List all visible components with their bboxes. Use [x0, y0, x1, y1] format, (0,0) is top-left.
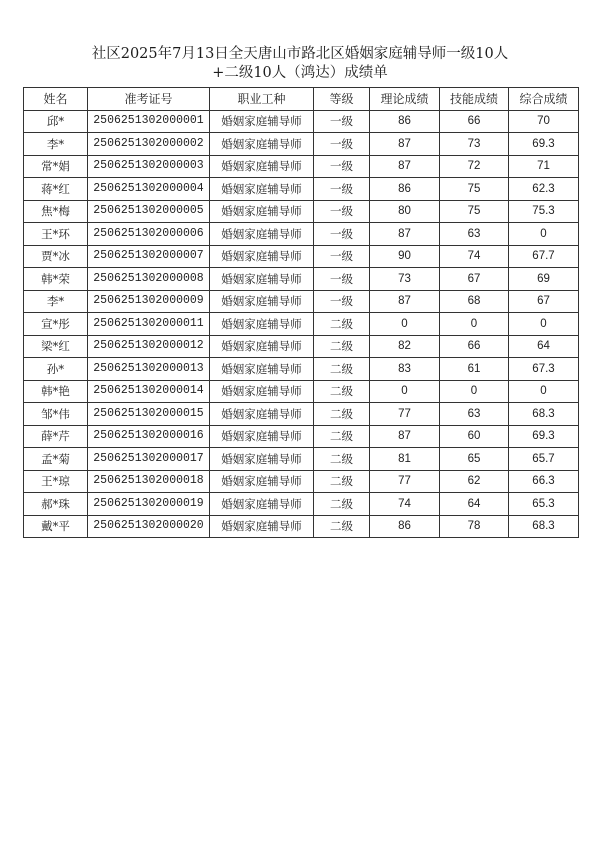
table-row — [24, 515, 579, 538]
cell-exam-id: 2506251302000019 — [88, 493, 210, 516]
table-row — [24, 313, 579, 336]
cell-level: 二级 — [314, 448, 370, 471]
cell-name: 李* — [24, 133, 88, 156]
cell-total-score: 71 — [509, 155, 579, 178]
cell-skill-score: 78 — [440, 515, 509, 538]
cell-theory-score: 86 — [370, 178, 440, 201]
column-header-skill-score: 技能成绩 — [440, 88, 509, 111]
cell-exam-id: 2506251302000003 — [88, 155, 210, 178]
cell-level: 一级 — [314, 268, 370, 291]
cell-level: 二级 — [314, 493, 370, 516]
cell-level: 一级 — [314, 133, 370, 156]
cell-exam-id: 2506251302000005 — [88, 200, 210, 223]
cell-exam-id: 2506251302000016 — [88, 425, 210, 448]
table-row — [24, 290, 579, 313]
cell-theory-score: 82 — [370, 335, 440, 358]
cell-name: 邱* — [24, 110, 88, 133]
cell-skill-score: 73 — [440, 133, 509, 156]
cell-total-score: 62.3 — [509, 178, 579, 201]
cell-total-score: 67.7 — [509, 245, 579, 268]
cell-occupation: 婚姻家庭辅导师 — [210, 470, 314, 493]
cell-total-score: 68.3 — [509, 515, 579, 538]
cell-occupation: 婚姻家庭辅导师 — [210, 200, 314, 223]
cell-total-score: 67.3 — [509, 358, 579, 381]
cell-total-score: 0 — [509, 380, 579, 403]
cell-theory-score: 87 — [370, 133, 440, 156]
cell-theory-score: 80 — [370, 200, 440, 223]
cell-level: 一级 — [314, 245, 370, 268]
cell-skill-score: 63 — [440, 403, 509, 426]
table-row — [24, 155, 579, 178]
cell-theory-score: 87 — [370, 155, 440, 178]
cell-name: 贾*冰 — [24, 245, 88, 268]
cell-skill-score: 74 — [440, 245, 509, 268]
cell-theory-score: 73 — [370, 268, 440, 291]
cell-occupation: 婚姻家庭辅导师 — [210, 155, 314, 178]
cell-exam-id: 2506251302000020 — [88, 515, 210, 538]
cell-total-score: 70 — [509, 110, 579, 133]
cell-theory-score: 86 — [370, 515, 440, 538]
cell-name: 郝*珠 — [24, 493, 88, 516]
cell-occupation: 婚姻家庭辅导师 — [210, 133, 314, 156]
cell-occupation: 婚姻家庭辅导师 — [210, 268, 314, 291]
score-table-body — [24, 110, 579, 538]
cell-total-score: 64 — [509, 335, 579, 358]
cell-level: 一级 — [314, 290, 370, 313]
cell-exam-id: 2506251302000011 — [88, 313, 210, 336]
score-table-header — [24, 88, 579, 111]
table-row — [24, 245, 579, 268]
column-header-occupation: 职业工种 — [210, 88, 314, 111]
cell-skill-score: 65 — [440, 448, 509, 471]
cell-total-score: 67 — [509, 290, 579, 313]
cell-occupation: 婚姻家庭辅导师 — [210, 313, 314, 336]
cell-skill-score: 72 — [440, 155, 509, 178]
cell-total-score: 65.7 — [509, 448, 579, 471]
cell-exam-id: 2506251302000015 — [88, 403, 210, 426]
cell-skill-score: 61 — [440, 358, 509, 381]
cell-exam-id: 2506251302000002 — [88, 133, 210, 156]
cell-level: 二级 — [314, 470, 370, 493]
score-table — [23, 87, 579, 538]
cell-name: 戴*平 — [24, 515, 88, 538]
cell-name: 王*环 — [24, 223, 88, 246]
cell-occupation: 婚姻家庭辅导师 — [210, 358, 314, 381]
document-title — [0, 45, 600, 83]
column-header-name: 姓名 — [24, 88, 88, 111]
table-row — [24, 403, 579, 426]
table-row — [24, 133, 579, 156]
cell-level: 二级 — [314, 380, 370, 403]
cell-occupation: 婚姻家庭辅导师 — [210, 448, 314, 471]
cell-occupation: 婚姻家庭辅导师 — [210, 223, 314, 246]
cell-total-score: 65.3 — [509, 493, 579, 516]
cell-name: 孟*菊 — [24, 448, 88, 471]
cell-level: 一级 — [314, 178, 370, 201]
cell-exam-id: 2506251302000012 — [88, 335, 210, 358]
cell-level: 二级 — [314, 358, 370, 381]
cell-name: 邹*伟 — [24, 403, 88, 426]
cell-skill-score: 64 — [440, 493, 509, 516]
cell-name: 薛*芹 — [24, 425, 88, 448]
cell-exam-id: 2506251302000018 — [88, 470, 210, 493]
header-row — [24, 88, 579, 111]
cell-exam-id: 2506251302000006 — [88, 223, 210, 246]
cell-occupation: 婚姻家庭辅导师 — [210, 335, 314, 358]
cell-theory-score: 81 — [370, 448, 440, 471]
cell-skill-score: 62 — [440, 470, 509, 493]
cell-level: 二级 — [314, 313, 370, 336]
table-row — [24, 358, 579, 381]
cell-level: 一级 — [314, 155, 370, 178]
cell-theory-score: 0 — [370, 313, 440, 336]
cell-exam-id: 2506251302000004 — [88, 178, 210, 201]
cell-exam-id: 2506251302000013 — [88, 358, 210, 381]
cell-theory-score: 86 — [370, 110, 440, 133]
cell-exam-id: 2506251302000001 — [88, 110, 210, 133]
cell-level: 一级 — [314, 200, 370, 223]
cell-theory-score: 87 — [370, 425, 440, 448]
cell-theory-score: 77 — [370, 403, 440, 426]
cell-total-score: 68.3 — [509, 403, 579, 426]
cell-name: 韩*艳 — [24, 380, 88, 403]
cell-level: 二级 — [314, 515, 370, 538]
cell-occupation: 婚姻家庭辅导师 — [210, 403, 314, 426]
cell-total-score: 69 — [509, 268, 579, 291]
cell-occupation: 婚姻家庭辅导师 — [210, 290, 314, 313]
table-row — [24, 470, 579, 493]
cell-name: 蒋*红 — [24, 178, 88, 201]
cell-name: 孙* — [24, 358, 88, 381]
table-row — [24, 493, 579, 516]
cell-theory-score: 77 — [370, 470, 440, 493]
cell-level: 二级 — [314, 403, 370, 426]
cell-skill-score: 0 — [440, 380, 509, 403]
table-row — [24, 178, 579, 201]
title-line-2: +二级10人（鸿达）成绩单 — [212, 65, 388, 81]
cell-skill-score: 66 — [440, 335, 509, 358]
cell-theory-score: 87 — [370, 223, 440, 246]
cell-name: 宣*彤 — [24, 313, 88, 336]
table-row — [24, 200, 579, 223]
column-header-exam-id: 准考证号 — [88, 88, 210, 111]
cell-exam-id: 2506251302000009 — [88, 290, 210, 313]
cell-skill-score: 0 — [440, 313, 509, 336]
cell-exam-id: 2506251302000017 — [88, 448, 210, 471]
column-header-theory-score: 理论成绩 — [370, 88, 440, 111]
cell-skill-score: 63 — [440, 223, 509, 246]
cell-theory-score: 83 — [370, 358, 440, 381]
table-row — [24, 380, 579, 403]
table-row — [24, 335, 579, 358]
cell-name: 李* — [24, 290, 88, 313]
cell-total-score: 69.3 — [509, 425, 579, 448]
cell-exam-id: 2506251302000014 — [88, 380, 210, 403]
cell-name: 王*琼 — [24, 470, 88, 493]
table-row — [24, 268, 579, 291]
cell-occupation: 婚姻家庭辅导师 — [210, 110, 314, 133]
cell-level: 一级 — [314, 223, 370, 246]
cell-skill-score: 75 — [440, 178, 509, 201]
cell-skill-score: 66 — [440, 110, 509, 133]
table-row — [24, 110, 579, 133]
table-row — [24, 448, 579, 471]
cell-theory-score: 74 — [370, 493, 440, 516]
cell-name: 韩*荣 — [24, 268, 88, 291]
cell-level: 一级 — [314, 110, 370, 133]
cell-occupation: 婚姻家庭辅导师 — [210, 493, 314, 516]
cell-total-score: 0 — [509, 313, 579, 336]
table-row — [24, 425, 579, 448]
cell-level: 二级 — [314, 335, 370, 358]
cell-name: 梁*红 — [24, 335, 88, 358]
cell-level: 二级 — [314, 425, 370, 448]
cell-total-score: 69.3 — [509, 133, 579, 156]
table-row — [24, 223, 579, 246]
cell-total-score: 0 — [509, 223, 579, 246]
cell-skill-score: 60 — [440, 425, 509, 448]
cell-occupation: 婚姻家庭辅导师 — [210, 425, 314, 448]
cell-total-score: 66.3 — [509, 470, 579, 493]
cell-skill-score: 68 — [440, 290, 509, 313]
cell-exam-id: 2506251302000008 — [88, 268, 210, 291]
cell-name: 焦*梅 — [24, 200, 88, 223]
cell-name: 常*娟 — [24, 155, 88, 178]
cell-occupation: 婚姻家庭辅导师 — [210, 515, 314, 538]
cell-total-score: 75.3 — [509, 200, 579, 223]
title-line-1: 社区2025年7月13日全天唐山市路北区婚姻家庭辅导师一级10人 — [91, 46, 509, 62]
cell-occupation: 婚姻家庭辅导师 — [210, 380, 314, 403]
cell-skill-score: 75 — [440, 200, 509, 223]
cell-occupation: 婚姻家庭辅导师 — [210, 245, 314, 268]
cell-exam-id: 2506251302000007 — [88, 245, 210, 268]
cell-skill-score: 67 — [440, 268, 509, 291]
column-header-total-score: 综合成绩 — [509, 88, 579, 111]
cell-theory-score: 87 — [370, 290, 440, 313]
cell-theory-score: 90 — [370, 245, 440, 268]
column-header-level: 等级 — [314, 88, 370, 111]
cell-occupation: 婚姻家庭辅导师 — [210, 178, 314, 201]
cell-theory-score: 0 — [370, 380, 440, 403]
